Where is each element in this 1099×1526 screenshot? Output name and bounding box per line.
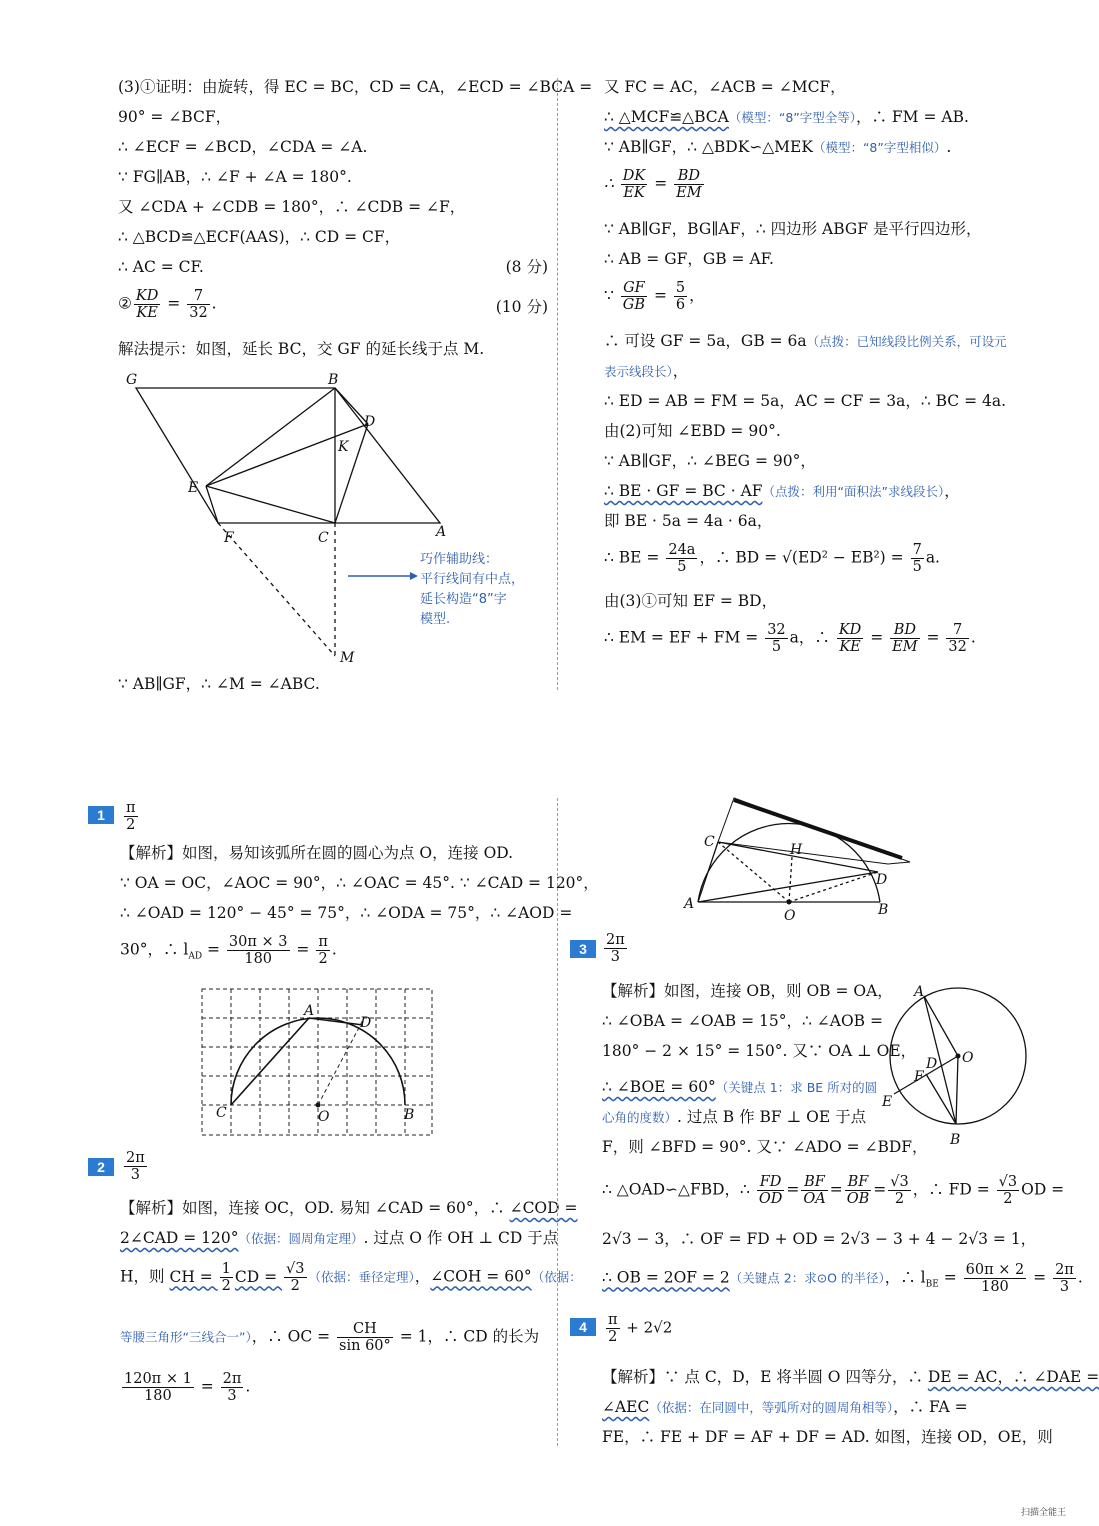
score-8: (8 分) [505,258,548,276]
label-K: K [338,439,349,455]
question-1-badge: 1 [88,806,114,824]
q3-line-5: 心角的度数）. 过点 B 作 BF ⊥ OE 于点 [602,1108,867,1126]
label-A: A [684,896,695,912]
q1-line-4: 30°，∴ $l_{AD}$ = $\frac{30\pi \times 3}{180}$ = $\frac{\pi}{2}$ . [120,934,337,967]
r-line-4: ∴ $\frac{DK}{EK}$ = $\frac{BD}{EM}$ [604,168,702,201]
q2-line-1: 【解析】如图，连接 OC，OD. 易知 ∠CAD = 60°，∴ ∠COD = [120,1199,578,1217]
label-G: G [126,372,138,388]
r-line-3: ∵ AB∥GF，∴ △BDK∽△MEK（模型：“8”字型相似）. [604,138,952,156]
question-4-badge: 4 [570,1318,596,1336]
q4-line-2: ∠AEC（依据：在同圆中，等弧所对的圆周角相等），∴ FA = [602,1398,968,1416]
label-B: B [950,1132,961,1148]
label-D: D [360,1015,372,1031]
proof-line-3: ∴ ∠ECF = ∠BCD，∠CDA = ∠A. [118,138,368,156]
q2-line-2: 2∠CAD = 120°（依据：圆周角定理）. 过点 O 作 OH ⊥ CD 于点 [120,1229,559,1247]
q3-line-7: ∴ △OAD∽△FBD，∴ $\frac{FD}{OD}$ = $\frac{BF}{OA}$ = $\frac{BF}{OB}$ = $\frac{√3}{2}$ ，∴ FD = $\frac{√3}{2}$ OD = [602,1174,1065,1207]
proof-line-6: ∴ △BCD≌△ECF(AAS)，∴ CD = CF， [118,228,401,246]
arrow-icon [348,572,418,580]
label-D: D [364,414,376,430]
q4-line-1: 【解析】∵ 点 C，D，E 将半圆 O 四等分，∴ DE = AC，∴ ∠DAE = [602,1368,1099,1386]
label-F: F [224,530,234,546]
r-line-6: ∴ AB = GF，GB = AF. [604,250,774,268]
column-divider-top [557,78,558,690]
r-line-2: ∴ △MCF≌△BCA（模型：“8”字型全等），∴ FM = AB. [604,108,969,126]
label-E: E [882,1094,893,1110]
label-A: A [304,1003,315,1019]
label-M: M [340,650,355,666]
scanner-watermark: 扫描全能王 [1020,1508,1066,1518]
label-O: O [784,908,796,924]
r-line-16: 由(3)①可知 EF = BD， [604,592,778,610]
q3-answer: $\frac{2\pi}{3}$ [606,932,625,965]
label-B: B [878,902,889,918]
r-line-5: ∵ AB∥GF，BG∥AF，∴ 四边形 ABGF 是平行四边形， [604,220,982,238]
proof-line-4: ∵ FG∥AB，∴ ∠F + ∠A = 180°. [118,168,352,186]
r-line-13: ∴ BE · GF = BC · AF（点拨：利用“面积法”求线段长）， [604,482,960,500]
label-C: C [318,530,329,546]
circle-figure [880,982,1030,1152]
proof-line-2: 90° = ∠BCF， [118,108,232,126]
q3-line-6: F，则 ∠BFD = 90°. 又∵ ∠ADO = ∠BDF， [602,1138,928,1156]
q4-answer: $\frac{\pi}{2}$ + 2√2 [608,1312,673,1345]
question-3-badge: 3 [570,940,596,958]
label-B: B [404,1107,415,1123]
q2-line-5: $\frac{120\pi \times 1}{180}$ = $\frac{2\pi}{3}$ . [124,1371,251,1404]
r-line-14: 即 BE · 5a = 4a · 6a， [604,512,773,530]
label-C: C [216,1105,227,1121]
proof-line-8: ② $\frac{KD}{KE}$ = $\frac{7}{32}$ . [118,288,217,321]
column-divider-bottom [557,798,558,1446]
q4-line-3: FE，∴ FE + DF = AF + DF = AD. 如图，连接 OD，OE，则 [602,1428,1053,1446]
r-line-7: ∵ $\frac{GF}{GB}$ = $\frac{5}{6}$ ， [604,280,705,313]
q2-answer: $\frac{2\pi}{3}$ [126,1150,145,1183]
label-O: O [962,1050,974,1066]
q3-line-8: 2√3 − 3，∴ OF = FD + OD = 2√3 − 3 + 4 − 2√3 = 1， [602,1230,1037,1248]
q3-line-9: ∴ OB = 2OF = 2（关键点 2：求⊙O 的半径），∴ $l_{BE}$ = $\frac{60\pi \times 2}{180}$ = $\frac{2\pi}{3}$ . [602,1262,1083,1295]
q2-line-3: H，则 CH = $\frac{1}{2}$ CD = $\frac{√3}{2}$ （依据：垂径定理），∠COH = 60°（依据： [120,1261,582,1294]
ratio-kd-ke: $\frac{KD}{KE}$ [135,288,159,321]
r-line-8: ∴ 可设 GF = 5a，GB = 6a（点拨：已知线段比例关系，可设元 [604,332,1007,350]
item-2-label: ② [118,294,132,313]
label-F: F [914,1069,924,1085]
q1-line-3: ∴ ∠OAD = 120° − 45° = 75°，∴ ∠ODA = 75°，∴ ∠AOD = [120,904,573,922]
r-line-1: 又 FC = AC，∠ACB = ∠MCF， [604,78,846,96]
question-2-badge: 2 [88,1158,114,1176]
q3-line-3: 180° − 2 × 15° = 150°. 又∵ OA ⊥ OE， [602,1042,917,1060]
r-line-12: ∵ AB∥GF，∴ ∠BEG = 90°， [604,452,816,470]
semicircle-ruler-figure [678,792,918,922]
q2-line-4: 等腰三角形“三线合一”），∴ OC = $\frac{CH}{\sin 60^\circ}$ = 1，∴ CD 的长为 [120,1321,540,1354]
label-C: C [704,834,715,850]
proof-line-5: 又 ∠CDA + ∠CDB = 180°，∴ ∠CDB = ∠F， [118,198,466,216]
label-H: H [790,842,803,858]
r-line-11: 由(2)可知 ∠EBD = 90°. [604,422,781,440]
r-line-17: ∴ EM = EF + FM = $\frac{32}{5}$ a，∴ $\frac{KD}{KE}$ = $\frac{BD}{EM}$ = $\frac{7}{32}$ . [604,622,976,655]
label-A: A [914,984,925,1000]
ratio-7-32: $\frac{7}{32}$ [189,288,208,321]
r-line-15: ∴ BE = $\frac{24a}{5}$ ，∴ BD = √(ED² − EB²) = $\frac{7}{5}$ a. [604,542,940,575]
label-A: A [436,524,447,540]
q1-line-1: 【解析】如图，易知该弧所在圆的圆心为点 O，连接 OD. [120,844,514,862]
r-line-10: ∴ ED = AB = FM = 5a，AC = CF = 3a，∴ BC = 4a. [604,392,1007,410]
label-B: B [328,372,339,388]
proof-line-1: (3)①证明：由旋转，得 EC = BC，CD = CA，∠ECD = ∠BCA = [118,78,593,96]
q1-line-2: ∵ OA = OC，∠AOC = 90°，∴ ∠OAC = 45°. ∵ ∠CAD = 120°， [120,874,599,892]
q1-answer: $\frac{\pi}{2}$ [126,800,136,833]
q3-line-1: 【解析】如图，连接 OB，则 OB = OA， [602,982,893,1000]
label-D: D [926,1056,938,1072]
solution-hint: 解法提示：如图，延长 BC，交 GF 的延长线于点 M. [118,340,485,358]
score-10: (10 分) [495,298,548,316]
proof-line-last: ∵ AB∥GF，∴ ∠M = ∠ABC. [118,675,320,693]
auxiliary-line-tip: 巧作辅助线： 平行线间有中点， 延长构造“8”字 模型. [420,552,525,627]
grid-arc-figure [198,985,438,1140]
q3-line-4: ∴ ∠BOE = 60°（关键点 1：求 BE 所对的圆 [602,1078,878,1096]
label-O: O [318,1109,330,1125]
label-D: D [876,872,888,888]
label-E: E [188,480,199,496]
r-line-9: 表示线段长）， [604,362,689,380]
proof-line-7: ∴ AC = CF. [118,258,204,276]
q3-line-2: ∴ ∠OBA = ∠OAB = 15°，∴ ∠AOB = [602,1012,883,1030]
